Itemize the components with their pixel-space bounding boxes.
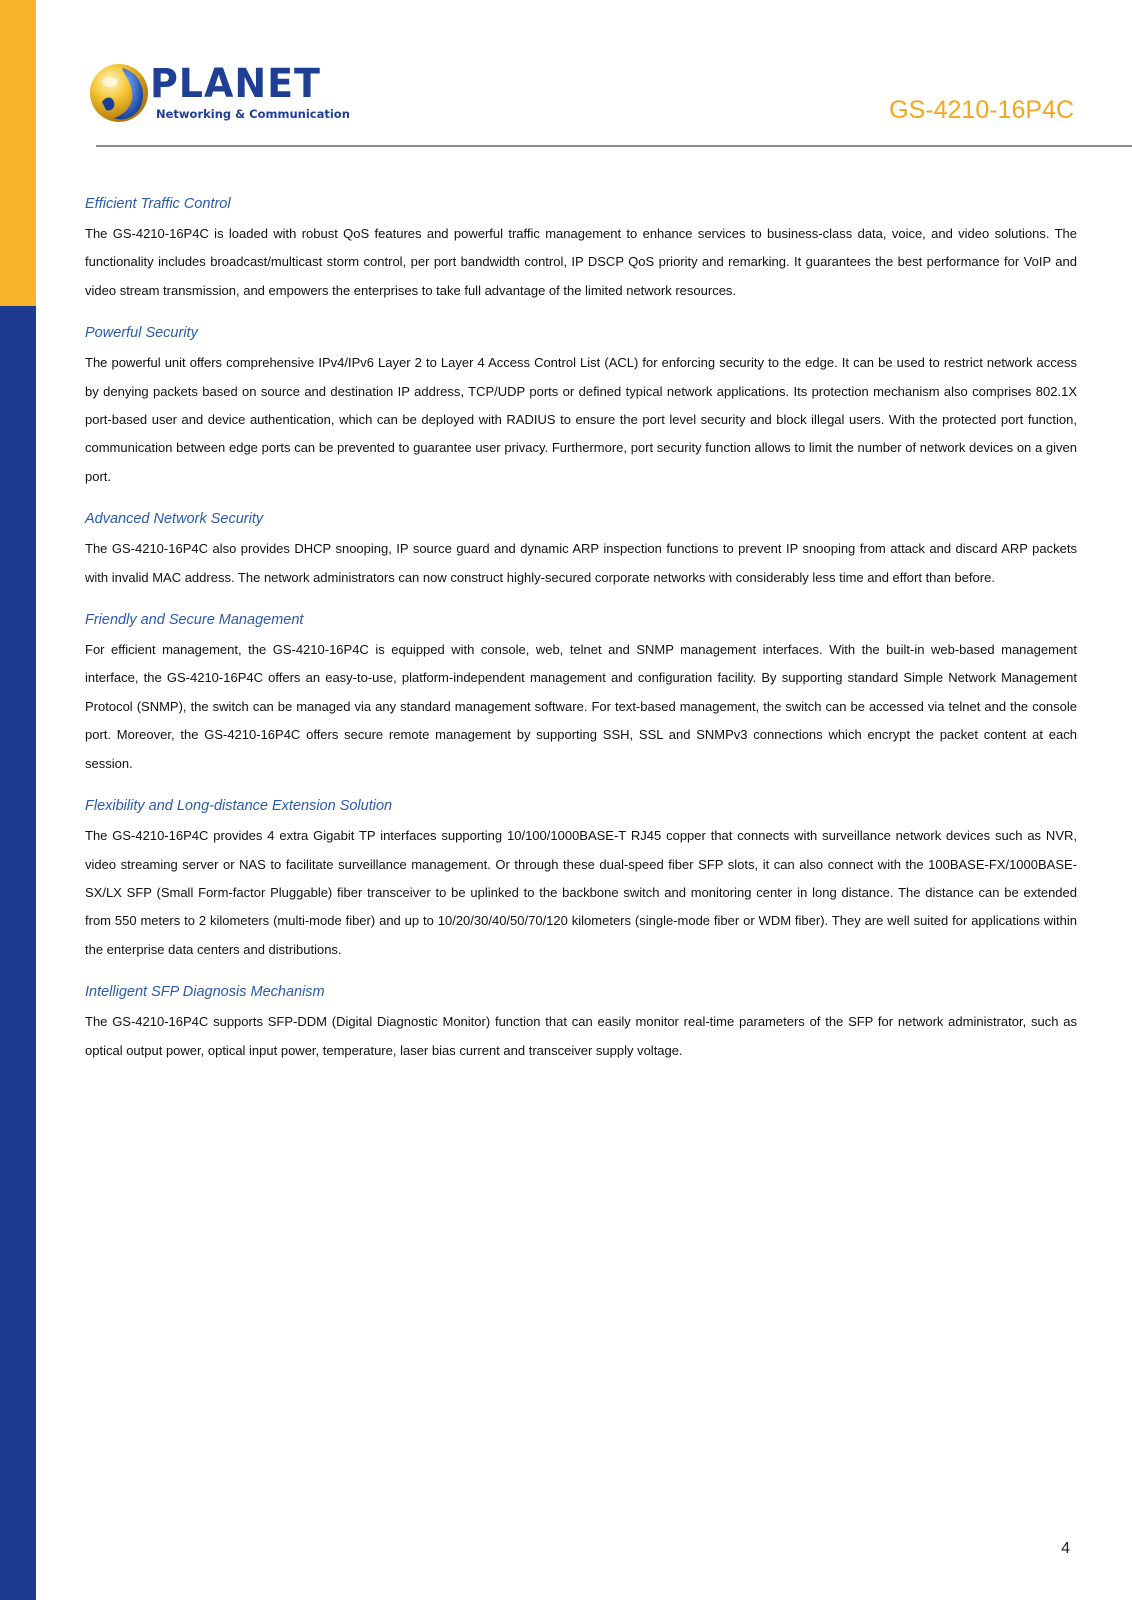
section-heading: Efficient Traffic Control (85, 196, 231, 212)
page-number: 4 (1061, 1540, 1070, 1557)
section-body: The GS-4210-16P4C provides 4 extra Gigabit TP interfaces supporting 10/100/1000BASE-T RJ45 copper that connects with surveillance network devices such as NVR, video streaming server or NAS to facilitate surveillance management. Or through these dual-speed fiber SFP slots, it can also connect with the 100BASE-FX/1000BASE-SX/LX SFP (Small Form-factor Pluggable) fiber transceiver to be uplinked to the backbone switch and monitoring center in long distance. The distance can be extended from 550 meters to 2 kilometers (multi-mode fiber) and up to 10/20/30/40/50/70/120 kilometers (single-mode fiber or WDM fiber). They are well suited for applications within the enterprise data centers and distributions. (85, 828, 1077, 957)
logo-wordmark: PLANET (150, 61, 321, 107)
section-heading: Advanced Network Security (85, 511, 264, 528)
section-flexibility-extension (85, 796, 1077, 964)
logo-tagline: Networking & Communication (156, 107, 350, 121)
planet-logo (88, 61, 350, 124)
section-heading: Flexibility and Long-distance Extension Solution (85, 798, 393, 815)
section-heading: Powerful Security (85, 325, 198, 342)
section-advanced-network-security (85, 509, 1077, 592)
section-body: The GS-4210-16P4C supports SFP-DDM (Digital Diagnostic Monitor) function that can easily monitor real-time parameters of the SFP for network administrator, such as optical output power, optical input power, temperature, laser bias current and transceiver supply voltage. (85, 1014, 1077, 1058)
side-accent-bar-orange (0, 0, 36, 306)
section-body: The GS-4210-16P4C also provides DHCP snooping, IP source guard and dynamic ARP inspection functions to prevent IP snooping from attack and discard ARP packets with invalid MAC address. The network administrators can now construct highly-secured corporate networks with considerably less time and effort than before. (85, 541, 1077, 585)
section-heading: Friendly and Secure Management (85, 612, 304, 629)
section-heading: Intelligent SFP Diagnosis Mechanism (85, 984, 325, 1001)
section-body: The powerful unit offers comprehensive IPv4/IPv6 Layer 2 to Layer 4 Access Control List (ACL) for enforcing security to the edge. It can be used to restrict network access by denying packets based on source and destination IP address, TCP/UDP ports or defined typical network applications. Its protection mechanism also comprises 802.1X port-based user and device authentication, which can be deployed with RADIUS to ensure the port level security and block illegal users. With the protected port function, communication between edge ports can be prevented to guarantee user privacy. Furthermore, port security function allows to limit the number of network devices on a given port. (85, 355, 1077, 484)
section-efficient-traffic-control (85, 194, 1077, 305)
section-powerful-security (85, 323, 1077, 491)
content (85, 194, 1077, 1083)
section-body: For efficient management, the GS-4210-16P4C is equipped with console, web, telnet and SNMP management interfaces. With the built-in web-based management interface, the GS-4210-16P4C offers an easy-to-use, platform-independent management and configuration facility. By supporting standard Simple Network Management Protocol (SNMP), the switch can be managed via any standard management software. For text-based management, the switch can be accessed via telnet and the console port. Moreover, the GS-4210-16P4C offers secure remote management by supporting SSH, SSL and SNMPv3 connections which encrypt the packet content at each session. (85, 642, 1077, 771)
side-accent-bar-blue (0, 306, 36, 1600)
section-friendly-secure-management (85, 610, 1077, 778)
planet-globe-logo-icon (88, 62, 150, 124)
model-title: GS-4210-16P4C (889, 96, 1074, 124)
section-body: The GS-4210-16P4C is loaded with robust QoS features and powerful traffic management to enhance services to business-class data, voice, and video solutions. The functionality includes broadcast/multicast storm control, per port bandwidth control, IP DSCP QoS priority and remarking. It guarantees the best performance for VoIP and video stream transmission, and empowers the enterprises to take full advantage of the limited network resources. (85, 226, 1077, 298)
section-intelligent-sfp-diagnosis (85, 982, 1077, 1065)
header-divider (96, 145, 1132, 147)
